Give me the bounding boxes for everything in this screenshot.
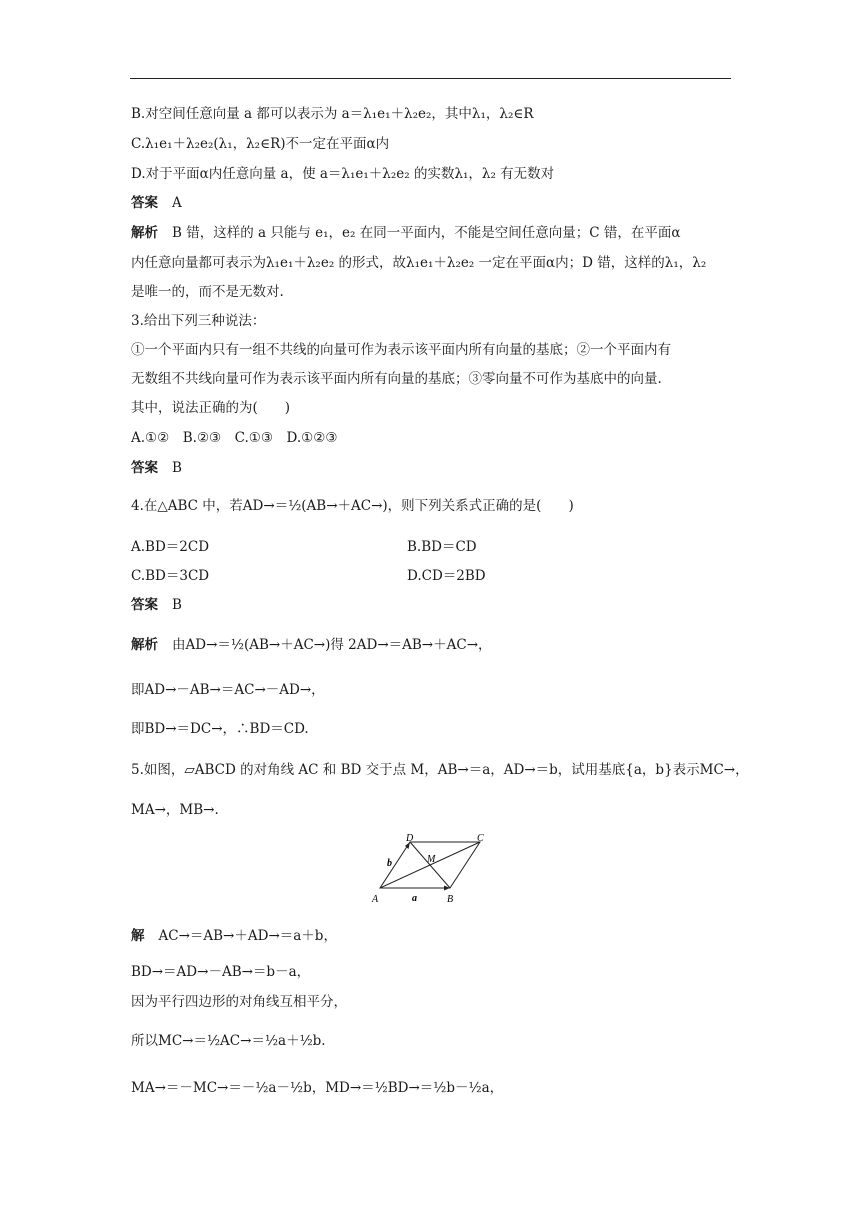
question-3-line-1: ①一个平面内只有一组不共线的向量可作为表示该平面内所有向量的基底；②一个平面内有	[131, 342, 671, 358]
vertex-b-label: B	[447, 894, 454, 905]
question-3-line-3: 其中，说法正确的为( )	[131, 400, 291, 416]
solution-line-5: MA→＝－MC→＝－½a－½b，MD→＝½BD→＝½b－½a，	[131, 1080, 504, 1096]
answer-value: B	[172, 460, 182, 476]
question-3-title: 3.给出下列三种说法：	[131, 313, 266, 329]
point-m-label: M	[427, 854, 436, 865]
question-4-option-d: D.CD＝2BD	[407, 568, 486, 584]
solution-line-4: 所以MC→＝½AC→＝½a＋½b.	[131, 1033, 326, 1049]
answer-value: B	[172, 597, 182, 613]
answer-label: 答案	[131, 195, 158, 211]
question-5-line-1: 5.如图，▱ABCD 的对角线 AC 和 BD 交于点 M，AB→＝a，AD→＝b，试用基底{a，b}表示MC→，	[131, 762, 749, 778]
analysis-label: 解析	[131, 225, 158, 241]
analysis-2-line-1	[131, 223, 680, 243]
answer-value: A	[172, 195, 182, 211]
solution-line-3: 因为平行四边形的对角线互相平分，	[131, 994, 347, 1010]
answer-3	[131, 458, 182, 478]
answer-label: 答案	[131, 460, 158, 476]
analysis-4-line-3: 即BD→＝DC→，∴BD＝CD.	[131, 721, 309, 737]
question-4-option-b: B.BD＝CD	[407, 539, 477, 555]
solution-text: AC→＝AB→＋AD→＝a＋b，	[158, 928, 337, 944]
analysis-label: 解析	[131, 637, 158, 653]
solution-line-2: BD→＝AD→－AB→＝b－a，	[131, 964, 311, 980]
analysis-2-line-2: 内任意向量都可表示为λ₁e₁＋λ₂e₂ 的形式，故λ₁e₁＋λ₂e₂ 一定在平面α内；D 错，这样的λ₁，λ₂	[131, 255, 707, 271]
question-3-options: A.①② B.②③ C.①③ D.①②③	[131, 430, 338, 446]
vertex-a-label: A	[372, 894, 379, 905]
vector-b-label: b	[387, 858, 392, 869]
question-3-line-2: 无数组不共线向量可作为表示该平面内所有向量的基底；③零向量不可作为基底中的向量.	[131, 371, 662, 387]
question-4-option-a: A.BD＝2CD	[131, 539, 210, 555]
parallelogram-figure	[370, 830, 490, 908]
answer-4	[131, 595, 182, 615]
question-4-option-c: C.BD＝3CD	[131, 568, 210, 584]
analysis-text: 由AD→＝½(AB→＋AC→)得 2AD→＝AB→＋AC→，	[172, 637, 492, 653]
analysis-text: B 错，这样的 a 只能与 e₁，e₂ 在同一平面内，不能是空间任意向量；C 错，在平面α	[172, 225, 681, 241]
option-b: B.对空间任意向量 a 都可以表示为 a＝λ₁e₁＋λ₂e₂，其中λ₁，λ₂∈R	[131, 106, 534, 122]
analysis-4-line-2: 即AD→－AB→＝AC→－AD→，	[131, 682, 325, 698]
question-4-title: 4.在△ABC 中，若AD→＝½(AB→＋AC→)，则下列关系式正确的是( )	[131, 498, 574, 514]
analysis-2-line-3: 是唯一的，而不是无数对.	[131, 284, 284, 300]
solution-line-1	[131, 926, 337, 946]
vector-a-label: a	[412, 893, 417, 904]
analysis-4-line-1	[131, 635, 492, 655]
option-d: D.对于平面α内任意向量 a，使 a＝λ₁e₁＋λ₂e₂ 的实数λ₁，λ₂ 有无数对	[131, 166, 555, 182]
answer-2	[131, 193, 182, 213]
vertex-c-label: C	[477, 833, 484, 844]
answer-label: 答案	[131, 597, 158, 613]
question-5-line-2: MA→，MB→.	[131, 802, 219, 818]
option-c: C.λ₁e₁＋λ₂e₂(λ₁，λ₂∈R)不一定在平面α内	[131, 136, 390, 152]
solution-label: 解	[131, 928, 145, 944]
header-rule	[130, 78, 731, 79]
vertex-d-label: D	[406, 833, 414, 844]
diagonal-bd	[410, 842, 450, 888]
